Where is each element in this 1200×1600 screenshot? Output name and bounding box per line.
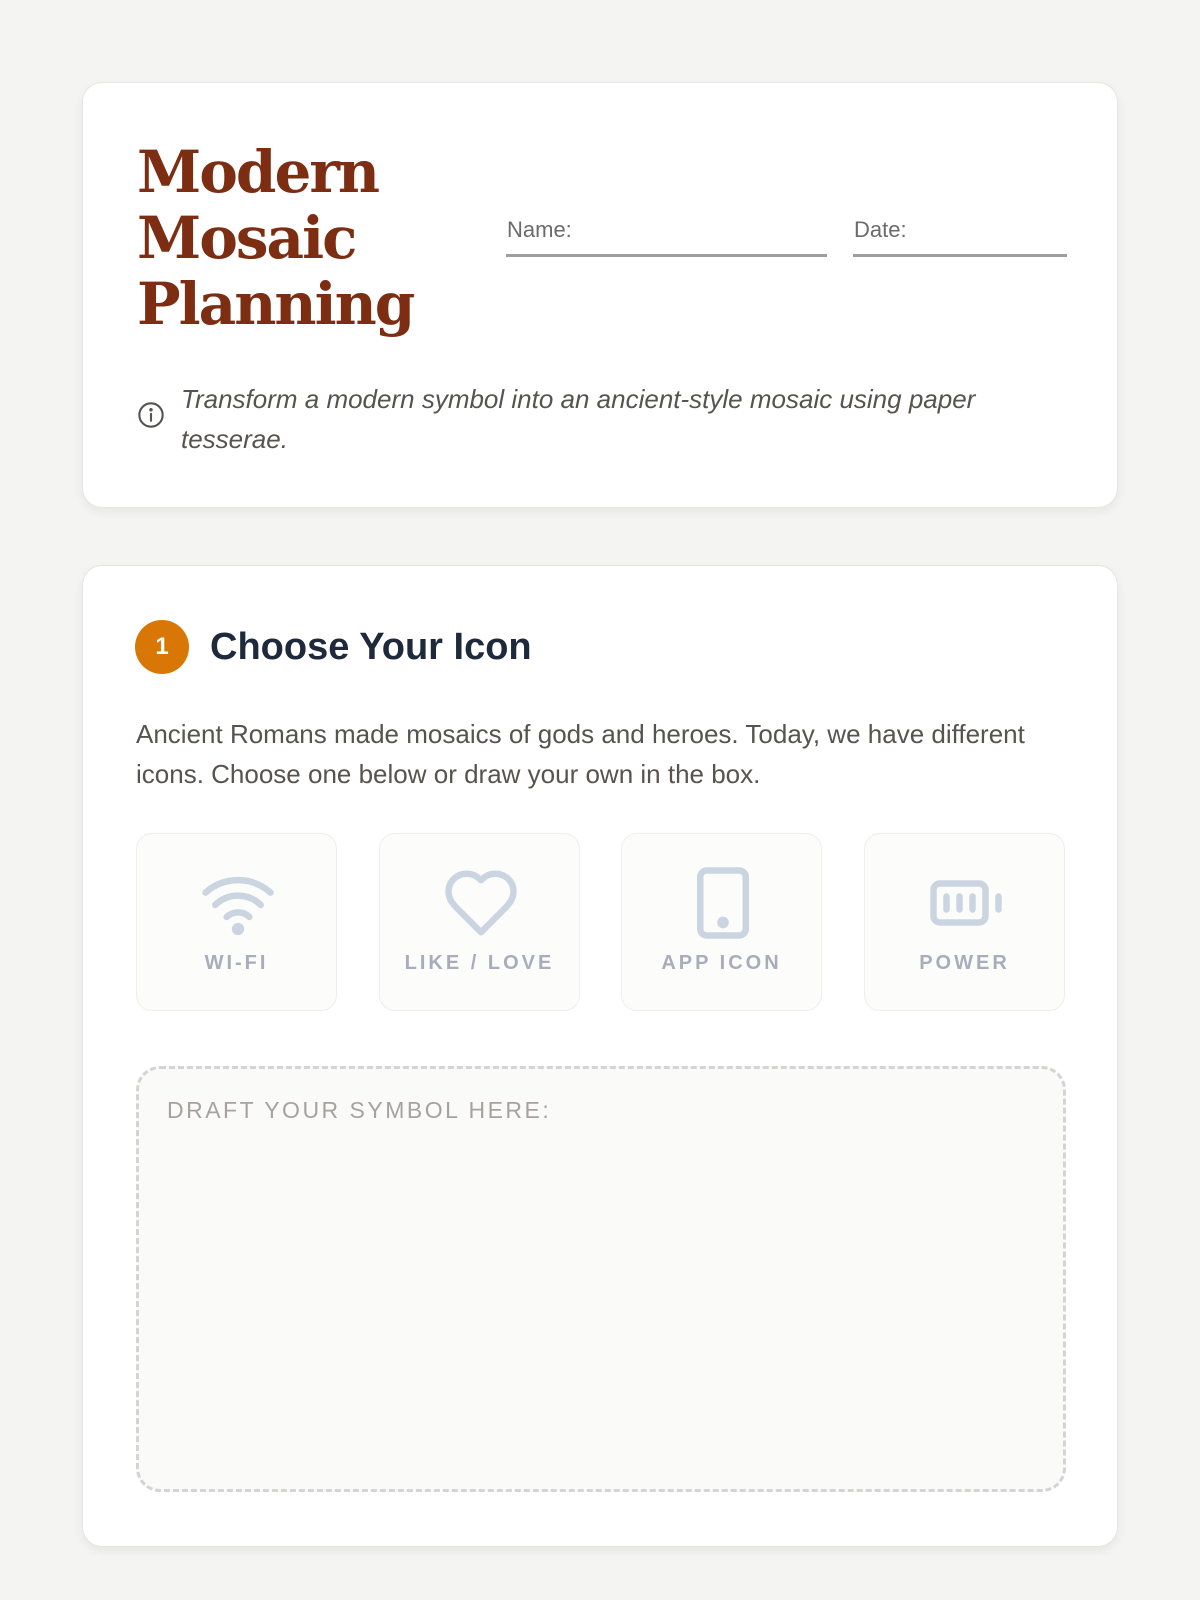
heart-icon <box>442 864 520 942</box>
info-icon <box>137 401 165 429</box>
name-field[interactable] <box>506 211 827 257</box>
smartphone-icon <box>684 864 762 942</box>
date-input[interactable] <box>853 211 1067 254</box>
instruction-text: Transform a modern symbol into an ancient-style mosaic using paper tesserae. <box>181 384 976 454</box>
icon-option-app[interactable] <box>621 833 822 1011</box>
name-label: Name: <box>507 217 572 242</box>
step-title: Choose Your Icon <box>210 626 532 668</box>
step-card <box>82 565 1118 1547</box>
wifi-icon <box>199 864 277 942</box>
page-title-line-2: Mosaic <box>137 204 356 272</box>
icon-options <box>136 833 1066 1011</box>
icon-option-label: APP ICON <box>661 952 782 974</box>
page-title-line-1: Modern <box>137 138 379 206</box>
header-card <box>82 82 1118 508</box>
draft-area[interactable] <box>136 1066 1066 1492</box>
step-number-badge: 1 <box>135 620 189 674</box>
icon-option-wifi[interactable] <box>136 833 337 1011</box>
name-input[interactable] <box>506 211 827 254</box>
page-title <box>137 139 437 337</box>
icon-option-power[interactable] <box>864 833 1065 1011</box>
icon-option-label: POWER <box>919 952 1010 974</box>
icon-option-label: LIKE / LOVE <box>404 952 555 974</box>
icon-option-label: WI-FI <box>204 952 269 974</box>
page-title-line-3: Planning <box>137 270 414 338</box>
icon-option-like[interactable] <box>379 833 580 1011</box>
date-field[interactable] <box>853 211 1067 257</box>
step-description: Ancient Romans made mosaics of gods and heroes. Today, we have different icons. Choose one below or draw your own in the box. <box>136 719 1025 789</box>
battery-icon <box>927 864 1005 942</box>
date-label: Date: <box>854 217 907 242</box>
draft-label: DRAFT YOUR SYMBOL HERE: <box>167 1097 552 1123</box>
